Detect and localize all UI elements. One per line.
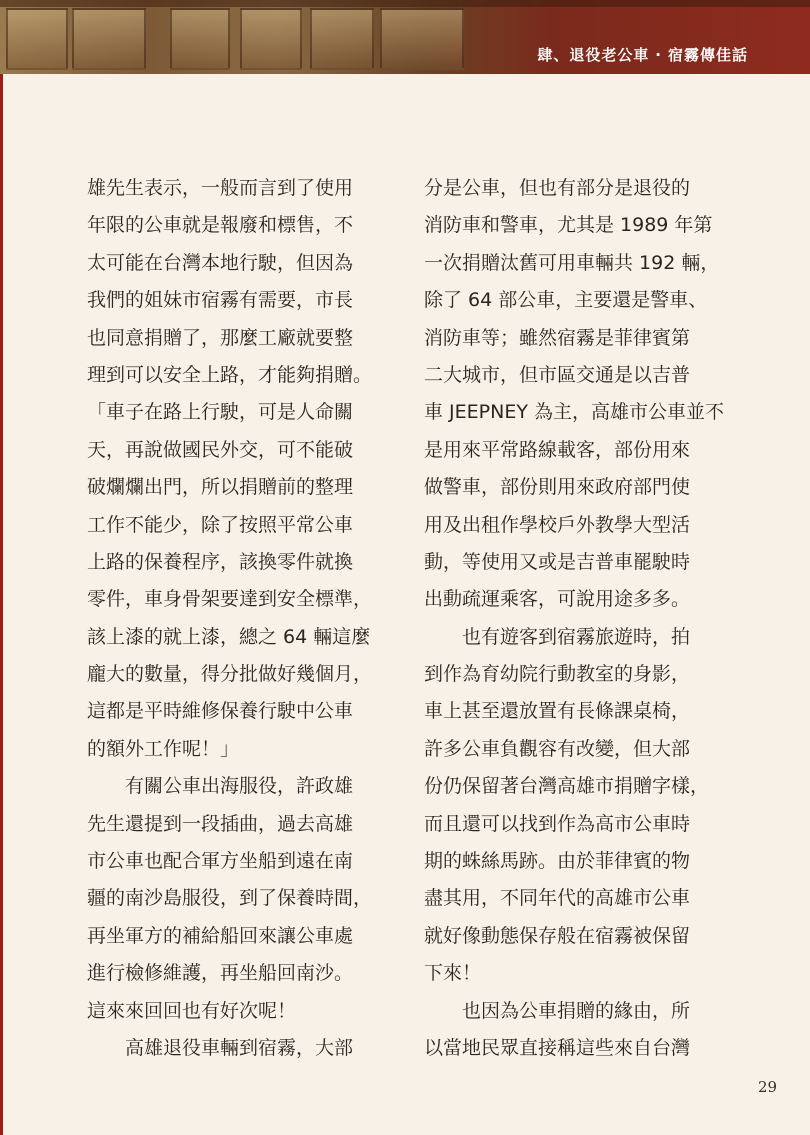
text-line: 先生還提到一段插曲，過去高雄 (87, 812, 354, 835)
text-line: 零件，車身骨架要達到安全標準， (87, 588, 373, 611)
text-line: 疆的南沙島服役，到了保養時間， (87, 887, 373, 910)
text-line: 上路的保養程序，該換零件就換 (87, 550, 354, 573)
header-banner (0, 0, 810, 74)
banner-panel (380, 8, 464, 70)
text-line: 用及出租作學校戶外教學大型活 (424, 513, 691, 536)
text-line: 就好像動態保存般在宿霧被保留 (424, 924, 691, 947)
text-line: 工作不能少，除了按照平常公車 (87, 513, 354, 536)
banner-top-stripe (0, 0, 810, 7)
text-line: 這來來回回也有好次呢！ (87, 999, 297, 1022)
page-number: 29 (758, 1078, 778, 1096)
text-line: 份仍保留著台灣高雄市捐贈字樣， (424, 775, 710, 798)
text-line: 再坐軍方的補給船回來讓公車處 (87, 924, 354, 947)
banner-panel (310, 8, 374, 70)
text-line: 「車子在路上行駛，可是人命關 (87, 401, 354, 424)
banner-panel (72, 8, 146, 70)
text-line: 許多公車負觀容有改變，但大部 (424, 737, 691, 760)
text-line: 做警車，部份則用來政府部門使 (424, 476, 691, 499)
text-line: 分是公車，但也有部分是退役的 (424, 177, 691, 199)
chapter-title: 肆、退役老公車 ‧ 宿霧傳佳話 (537, 46, 748, 64)
text-line: 下來！ (424, 962, 482, 985)
text-line: 雄先生表示，一般而言到了使用 (87, 177, 354, 199)
text-line: 理到可以安全上路，才能夠捐贈。 (87, 363, 373, 386)
text-line: 破爛爛出門，所以捐贈前的整理 (87, 476, 354, 499)
text-line: 到作為育幼院行動教室的身影， (424, 663, 691, 686)
text-line: 龐大的數量，得分批做好幾個月， (87, 663, 373, 686)
text-line: 消防車和警車，尤其是 1989 年第 (424, 214, 713, 237)
text-line: 除了 64 部公車，主要還是警車、 (424, 289, 708, 312)
text-line: 有關公車出海服役，許政雄 (87, 775, 354, 798)
text-line: 二大城市，但市區交通是以吉普 (424, 363, 691, 386)
text-line: 一次捐贈汰舊可用車輛共 192 輛， (424, 251, 720, 274)
text-line: 的額外工作呢！」 (87, 737, 240, 760)
text-line: 期的蛛絲馬跡。由於菲律賓的物 (424, 850, 691, 873)
text-line: 年限的公車就是報廢和標售，不 (87, 214, 354, 237)
text-line: 這都是平時維修保養行駛中公車 (87, 700, 354, 723)
text-line: 太可能在台灣本地行駛，但因為 (87, 251, 354, 274)
text-line: 天，再說做國民外交，可不能破 (87, 438, 354, 461)
text-line: 也同意捐贈了，那麼工廠就要整 (87, 326, 354, 349)
text-line: 進行檢修維護，再坐船回南沙。 (87, 962, 354, 985)
text-line: 消防車等；雖然宿霧是菲律賓第 (424, 326, 691, 349)
text-line: 以當地民眾直接稱這些來自台灣 (424, 1036, 691, 1059)
text-line: 我們的姐妹市宿霧有需要，市長 (87, 289, 354, 312)
text-line: 出動疏運乘客，可說用途多多。 (424, 588, 691, 611)
page-edge (0, 0, 3, 1135)
text-line: 也有遊客到宿霧旅遊時，拍 (424, 625, 691, 648)
text-line: 而且還可以找到作為高市公車時 (424, 812, 691, 835)
text-column-left (87, 170, 387, 1067)
text-line: 也因為公車捐贈的緣由，所 (424, 999, 691, 1022)
text-line: 盡其用，不同年代的高雄市公車 (424, 887, 691, 910)
text-line: 是用來平常路線載客，部份用來 (424, 438, 691, 461)
banner-panel (6, 8, 68, 70)
text-line: 高雄退役車輛到宿霧，大部 (87, 1036, 354, 1059)
text-line: 市公車也配合軍方坐船到遠在南 (87, 850, 354, 873)
banner-panel (170, 8, 230, 70)
text-line: 車 JEEPNEY 為主，高雄市公車並不 (424, 401, 724, 424)
text-line: 車上甚至還放置有長條課桌椅， (424, 700, 691, 723)
text-line: 動，等使用又或是吉普車罷駛時 (424, 550, 691, 573)
text-column-right (424, 170, 724, 1067)
text-line: 該上漆的就上漆，總之 64 輛這麼 (87, 625, 371, 648)
banner-panel (240, 8, 302, 70)
